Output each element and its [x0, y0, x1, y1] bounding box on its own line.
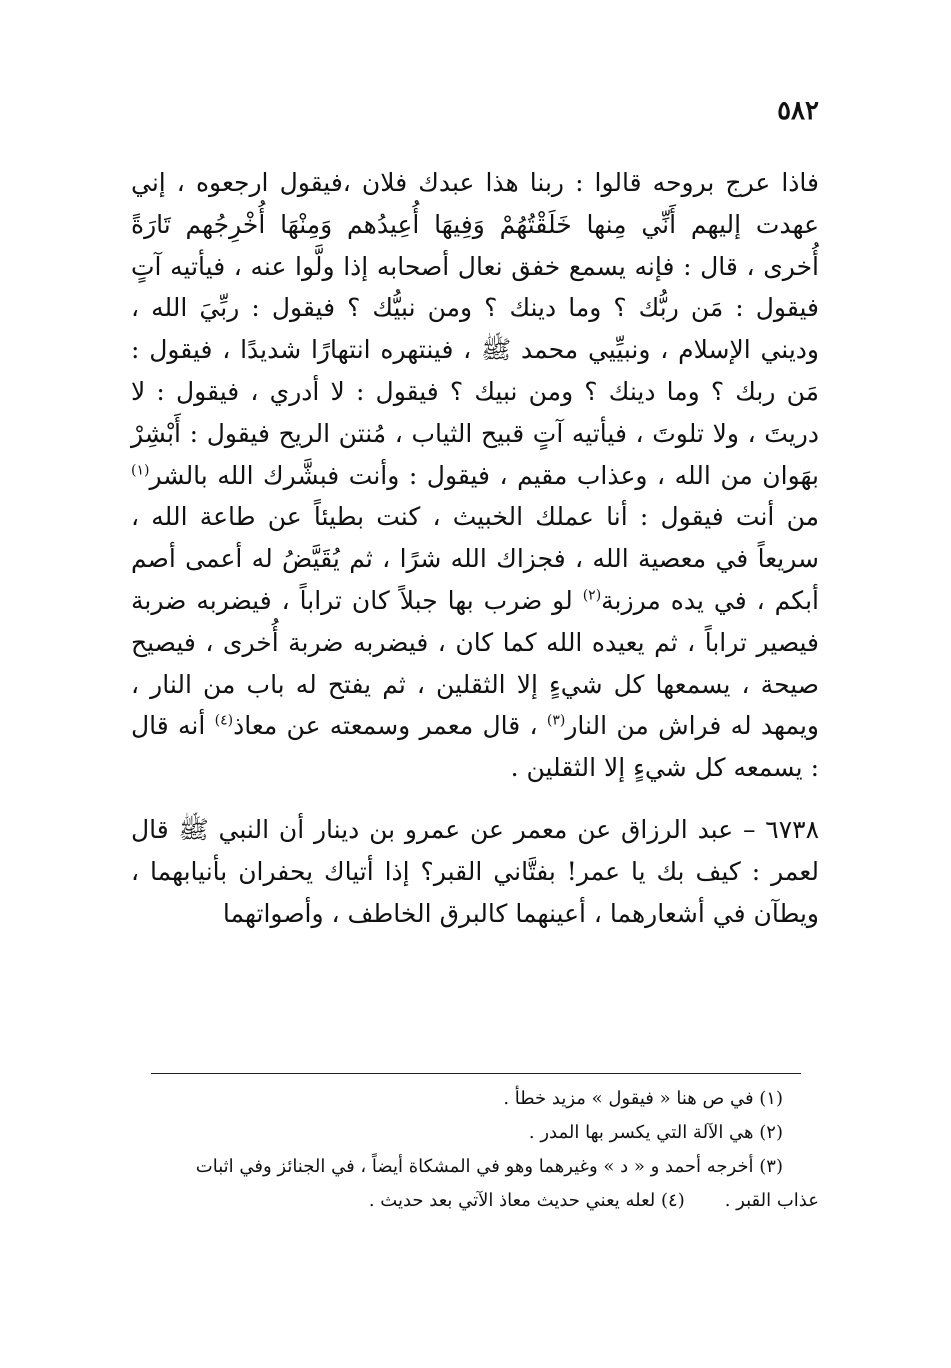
footnote-3-4-line	[131, 1184, 819, 1218]
footnote-4: (٤) لعله يعني حديث معاذ الآتي بعد حديث .	[368, 1190, 685, 1211]
footnotes	[131, 1082, 819, 1218]
footnote-ref-4: (٤)	[214, 713, 234, 730]
paragraph-hadith-6738: ٦٧٣٨ – عبد الرزاق عن معمر عن عمرو بن دينار أن النبي ﷺ قال لعمر : كيف بك يا عمر! بفتَّاني القبر؟ إذا أتياك يحفران بأنيابهما ، ويطآن في أشعارهما ، أعينهما كالبرق الخاطف ، وأصواتهما	[131, 814, 819, 928]
text-segment: أنه قال : يسمعه كل شيءٍ إلا الثقلين .	[131, 711, 819, 783]
paragraph-hadith-continuation	[131, 162, 819, 789]
footnote-divider	[151, 1073, 801, 1074]
footnote-3: (٣) أخرجه أحمد و « د » وغيرهما وهو في المشكاة أيضاً ، في الجنائز وفي اثبات	[195, 1156, 783, 1177]
text-segment: لو ضرب بها جبلاً كان تراباً ، فيضربه ضربة فيصير تراباً ، ثم يعيده الله كما كان ، فيضربه ضربة أُخرى ، فيصيح صيحة ، يسمعها كل شيءٍ إلا الثقلين ، ثم يفتح له باب من النار ، ويمهد له فراش من النار	[131, 585, 819, 741]
text-segment: من أنت فيقول : أنا عملك الخبيث ، كنت بطيئاً عن طاعة الله ، سريعاً في معصية الله ، فجزاك الله شرًا ، ثم يُقَيَّضُ له أعمى أصم أبكم ، في يده مرزبة	[131, 502, 819, 615]
footnote-ref-2: (٢)	[582, 587, 602, 604]
footnote-3-end: عذاب القبر .	[724, 1190, 819, 1211]
main-text	[131, 162, 819, 934]
footnote-ref-1: (١)	[131, 462, 150, 479]
text-segment: ، قال معمر وسمعته عن معاذ	[233, 711, 547, 741]
footnote-ref-3: (٣)	[546, 713, 566, 730]
text-segment: فاذا عرج بروحه قالوا : ربنا هذا عبدك فلان ،فيقول ارجعوه ، إني عهدت إليهم أَنِّي مِنها خَلَقْتُهُمْ وَفِيهَا أُعِيدُهم وَمِنْهَا أُخْرِجُهم تَارَةً أُخرى ، قال : فإنه يسمع خفق نعال أصحابه إذا ولَّوا عنه ، فيأتيه آتٍ فيقول : مَن ربُّك ؟ وما دينك ؟ ومن نبيُّك ؟ فيقول : ربِّيَ الله ، وديني الإسلام ، ونبيِّيي محمد ﷺ ، فينتهره انتهارًا شديدًا ، فيقول : مَن ربك ؟ وما دينك ؟ ومن نبيك ؟ فيقول : لا أدري ، فيقول : لا دريتَ ، ولا تلوتَ ، فيأتيه آتٍ قبيح الثياب ، مُنتن الريح فيقول : أَبْشِرْ بهَوان من الله ، وعذاب مقيم ، فيقول : وأنت فبشَّرك الله بالشر	[131, 168, 819, 490]
footnote-2: (٢) هي الآلة التي يكسر بها المدر .	[528, 1122, 783, 1143]
footnote-1: (١) في ص هنا « فيقول » مزيد خطأ .	[503, 1088, 783, 1109]
page-number: ٥٨٢	[777, 96, 819, 126]
